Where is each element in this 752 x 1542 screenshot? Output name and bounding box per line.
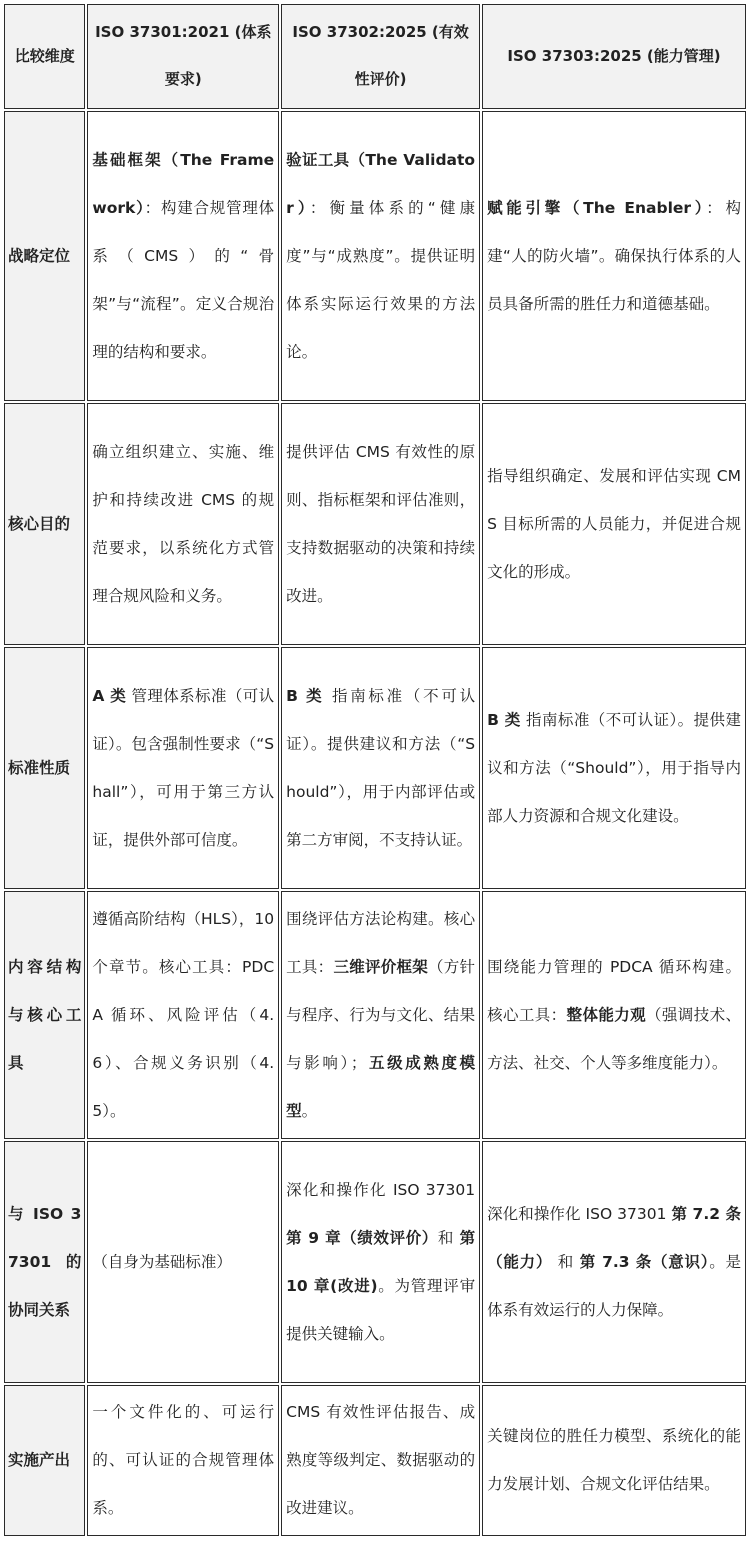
header-dimension: 比较维度 [4,4,85,109]
cell-iso37302 [281,647,480,889]
table-row-core-purpose [4,403,746,645]
cell-iso37301: 一个文件化的、可运行的、可认证的合规管理体系。 [87,1385,279,1536]
cell-bold: 验证工具（The Validator） [286,150,476,217]
cell-text: 深化和操作化 ISO 37301 [487,1204,672,1223]
cell-text: ：衡量体系的“健康度”与“成熟度”。提供证明体系实际运行效果的方法论。 [286,198,476,361]
header-iso37301: ISO 37301:2021 (体系要求) [87,4,279,109]
cell-iso37301: 遵循高阶结构（HLS），10 个章节。核心工具：PDCA 循环、风险评估（4.6）、合规义务识别（4.5）。 [87,891,279,1139]
cell-text: 和 [437,1228,460,1247]
cell-bold: 第 9 章（绩效评价） [286,1228,438,1247]
cell-bold: A 类 [92,686,127,705]
cell-bold: B 类 [487,710,521,729]
table-row-standard-nature [4,647,746,889]
table-row-strategic-positioning [4,111,746,401]
header-iso37302: ISO 37302:2025 (有效性评价) [281,4,480,109]
cell-text: ：构建合规管理体系（CMS）的“骨架”与“流程”。定义合规治理的结构和要求。 [92,198,275,361]
cell-text: 深化和操作化 ISO 37301 [286,1180,476,1199]
row-dimension: 内容结构与核心工具 [4,891,85,1139]
cell-iso37303: 指导组织确定、发展和评估实现 CMS 目标所需的人员能力，并促进合规文化的形成。 [482,403,746,645]
cell-text: （方针与程序、行为与文化、结果与影响）； [286,957,476,1072]
cell-bold: 整体能力观 [566,1005,647,1024]
cell-text: 。是体系有效运行的人力保障。 [487,1252,741,1319]
cell-iso37302 [281,891,480,1139]
header-iso37303: ISO 37303:2025 (能力管理) [482,4,746,109]
cell-bold: 赋能引擎（The Enabler） [487,198,707,217]
cell-text: 和 [552,1252,580,1271]
row-dimension: 与 ISO 37301 的协同关系 [4,1141,85,1383]
cell-bold: 五级成熟度模型 [286,1053,476,1120]
table-row-output [4,1385,746,1536]
cell-iso37303: 关键岗位的胜任力模型、系统化的能力发展计划、合规文化评估结果。 [482,1385,746,1536]
cell-text: ：构建“人的防火墙”。确保执行体系的人员具备所需的胜任力和道德基础。 [487,198,741,313]
cell-text: 围绕能力管理的 PDCA 循环构建。核心工具： [487,957,741,1024]
cell-iso37303 [482,111,746,401]
cell-iso37301 [87,647,279,889]
cell-bold: 第 10 章(改进) [286,1228,476,1295]
cell-text: 指南标准（不可认证）。提供建议和方法（“Should”），用于指导内部人力资源和合规文化建设。 [487,710,741,825]
cell-iso37301 [87,111,279,401]
row-dimension: 标准性质 [4,647,85,889]
cell-iso37301: （自身为基础标准） [87,1141,279,1383]
cell-text: 。为管理评审提供关键输入。 [286,1276,476,1343]
cell-iso37303 [482,891,746,1139]
cell-text: 。 [301,1101,318,1120]
cell-iso37303 [482,1141,746,1383]
cell-text: （强调技术、方法、社交、个人等多维度能力）。 [487,1005,741,1072]
cell-bold: 三维评价框架 [333,957,429,976]
row-dimension: 战略定位 [4,111,85,401]
cell-iso37302: 提供评估 CMS 有效性的原则、指标框架和评估准则，支持数据驱动的决策和持续改进。 [281,403,480,645]
cell-bold: B 类 [286,686,325,705]
cell-bold: 基础框架（The Framework） [92,150,275,217]
cell-iso37302 [281,1141,480,1383]
table-row-synergy [4,1141,746,1383]
table-row-content-structure [4,891,746,1139]
cell-iso37303 [482,647,746,889]
cell-text: 指南标准（不可认证）。提供建议和方法（“Should”），用于内部评估或第二方审阅，不支持认证。 [286,686,476,849]
cell-iso37302 [281,111,480,401]
cell-iso37301: 确立组织建立、实施、维护和持续改进 CMS 的规范要求，以系统化方式管理合规风险和义务。 [87,403,279,645]
header-row [4,4,746,109]
cell-bold: 第 7.3 条（意识） [579,1252,710,1271]
cell-bold: 第 7.2 条（能力） [487,1204,741,1271]
row-dimension: 实施产出 [4,1385,85,1536]
row-dimension: 核心目的 [4,403,85,645]
comparison-table [2,2,748,1538]
cell-text: 管理体系标准（可认证）。包含强制性要求（“Shall”），可用于第三方认证，提供外部可信度。 [92,686,275,849]
cell-text: 围绕评估方法论构建。核心工具： [286,909,476,976]
cell-iso37302: CMS 有效性评估报告、成熟度等级判定、数据驱动的改进建议。 [281,1385,480,1536]
